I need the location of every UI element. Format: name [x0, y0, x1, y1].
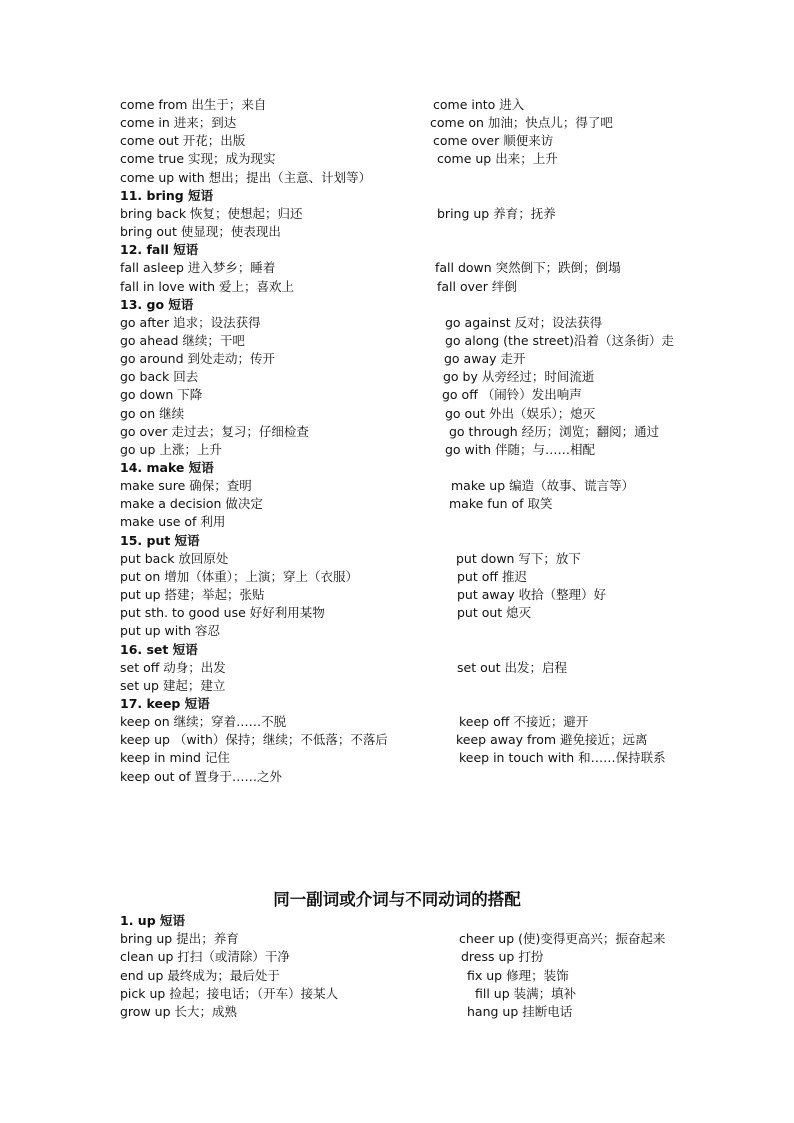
- phrase-entry: set up 建起；建立: [120, 677, 226, 693]
- phrase-entry: go against 反对；设法获得: [445, 314, 603, 330]
- phrase-entry: cheer up (使)变得更高兴；振奋起来: [459, 931, 666, 947]
- phrase-entry: put back 放回原处: [120, 550, 229, 566]
- phrase-entry: put up 搭建；举起；张贴: [120, 587, 265, 603]
- phrase-entry: pick up 捡起；接电话；（开车）接某人: [120, 985, 339, 1001]
- phrase-entry: keep in touch with 和……保持联系: [459, 750, 666, 766]
- section-title: 同一副词或介词与不同动词的搭配: [273, 890, 521, 909]
- phrase-entry: go back 回去: [120, 369, 199, 385]
- phrase-group-heading: 11. bring 短语: [120, 187, 214, 203]
- phrase-entry: come on 加油；快点儿；得了吧: [430, 115, 613, 131]
- phrase-group-heading: 1. up 短语: [120, 913, 185, 928]
- phrase-entry: fall in love with 爱上；喜欢上: [120, 278, 295, 294]
- phrase-entry: put on 增加（体重）；上演；穿上（衣服）: [120, 568, 359, 584]
- phrase-entry: fix up 修理；装饰: [467, 967, 569, 983]
- phrase-group-heading: 12. fall 短语: [120, 242, 199, 258]
- phrase-entry: keep out of 置身于……之外: [120, 768, 283, 784]
- phrase-entry: fall asleep 进入梦乡；睡着: [120, 260, 276, 276]
- phrase-entry: come true 实现；成为现实: [120, 151, 276, 167]
- phrase-entry: go down 下降: [120, 387, 203, 403]
- phrase-entry: come in 进来；到达: [120, 115, 237, 131]
- phrase-group-heading: 13. go 短语: [120, 296, 194, 312]
- phrase-entry: dress up 打扮: [461, 949, 544, 965]
- phrase-entry: go around 到处走动；传开: [120, 351, 275, 367]
- phrase-group-heading: 16. set 短语: [120, 641, 198, 657]
- phrase-entry: set out 出发；启程: [457, 659, 568, 675]
- phrase-entry: bring up 提出；养育: [120, 931, 239, 947]
- phrase-entry: make fun of 取笑: [449, 496, 553, 512]
- phrase-entry: fill up 装满；填补: [475, 985, 577, 1001]
- phrase-entry: come up 出来；上升: [437, 151, 558, 167]
- phrase-entry: go through 经历；浏览；翻阅；通过: [449, 423, 660, 439]
- phrase-entry: bring back 恢复；使想起；归还: [120, 205, 303, 221]
- phrase-entry: keep away from 避免接近；远离: [456, 732, 648, 748]
- phrase-entry: go out 外出（娱乐）；熄灭: [445, 405, 596, 421]
- phrase-entry: come over 顺便来访: [433, 133, 554, 149]
- phrase-entry: go away 走开: [444, 351, 526, 367]
- phrase-group-heading: 15. put 短语: [120, 532, 200, 548]
- phrase-entry: make up 编造（故事、谎言等）: [451, 478, 635, 494]
- phrase-entry: keep in mind 记住: [120, 750, 230, 766]
- phrase-entry: go over 走过去；复习；仔细检查: [120, 423, 309, 439]
- phrase-entry: bring up 养育；抚养: [437, 205, 556, 221]
- phrase-entry: put out 熄灭: [457, 605, 532, 621]
- phrase-entry: make sure 确保；查明: [120, 478, 252, 494]
- phrase-entry: end up 最终成为；最后处于: [120, 967, 280, 983]
- phrase-entry: go ahead 继续；干吧: [120, 332, 245, 348]
- phrase-entry: put down 写下；放下: [456, 550, 581, 566]
- phrase-entry: go after 追求；设法获得: [120, 314, 261, 330]
- phrase-entry: fall down 突然倒下；跌倒；倒塌: [435, 260, 621, 276]
- phrase-entry: make use of 利用: [120, 514, 226, 530]
- phrase-entry: put off 推迟: [457, 568, 527, 584]
- phrase-entry: make a decision 做决定: [120, 496, 263, 512]
- phrase-entry: hang up 挂断电话: [467, 1004, 573, 1019]
- phrase-entry: keep on 继续；穿着……不脱: [120, 714, 287, 730]
- phrase-entry: go along (the street)沿着（这条街）走: [445, 332, 674, 348]
- phrase-entry: put up with 容忍: [120, 623, 221, 639]
- phrase-entry: go on 继续: [120, 405, 185, 421]
- phrase-entry: come up with 想出；提出（主意、计划等）: [120, 169, 372, 185]
- phrase-entry: put away 收拾（整理）好: [457, 587, 607, 603]
- phrase-entry: go off （闹铃）发出响声: [442, 387, 582, 403]
- phrase-entry: come out 开花；出版: [120, 133, 246, 149]
- phrase-entry: set off 动身；出发: [120, 659, 226, 675]
- phrase-group-heading: 14. make 短语: [120, 460, 214, 475]
- phrase-entry: keep up （with）保持；继续；不低落；不落后: [120, 732, 388, 748]
- phrase-entry: come from 出生于；来自: [120, 97, 267, 112]
- phrase-entry: come into 进入: [433, 97, 525, 112]
- phrase-entry: clean up 打扫（或清除）干净: [120, 949, 290, 965]
- phrase-entry: bring out 使显现；使表现出: [120, 224, 281, 240]
- phrase-entry: go by 从旁经过；时间流逝: [443, 369, 595, 385]
- phrase-group-heading: 17. keep 短语: [120, 695, 210, 711]
- phrase-entry: go with 伴随；与……相配: [445, 441, 596, 457]
- phrase-entry: put sth. to good use 好好利用某物: [120, 605, 325, 621]
- phrase-entry: fall over 绊倒: [437, 278, 517, 294]
- phrase-entry: grow up 长大；成熟: [120, 1004, 237, 1019]
- phrase-entry: keep off 不接近；避开: [459, 714, 589, 730]
- phrase-entry: go up 上涨；上升: [120, 441, 222, 457]
